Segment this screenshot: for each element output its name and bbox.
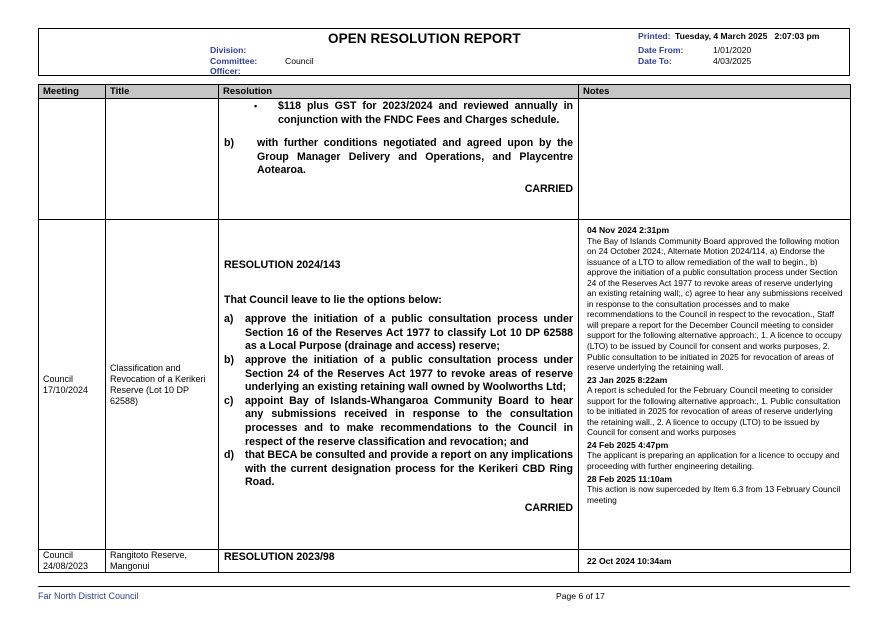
list-item: b) approve the initiation of a public consultation process under Section 24 of the Reserves Act 1977 to revoke areas of reserve underlying an existing retaining wall owned by Woolworths Ltd; — [224, 353, 573, 394]
resolution-items — [224, 313, 573, 490]
note-text: This action is now superceded by Item 6.3 from 13 February Council meeting — [587, 484, 841, 505]
footer-divider — [38, 586, 850, 587]
date-from-label: Date From: — [638, 45, 684, 55]
bullet-icon: • — [254, 101, 258, 111]
title-cell: Rangitoto Reserve, Mangonui — [106, 550, 219, 573]
column-header-title: Title — [106, 85, 219, 99]
printed-value: Tuesday, 4 March 2025 2:07:03 pm — [675, 31, 820, 41]
list-item: a) approve the initiation of a public consultation process under Section 16 of the Reserves Act 1977 to classify Lot 10 DP 62588 as a Local Purpose (drainage and access) reserve; — [224, 313, 573, 353]
carried-status: CARRIED — [524, 501, 573, 514]
date-from-value: 1/01/2020 — [713, 45, 752, 55]
note-timestamp: 22 Oct 2024 10:34am — [587, 556, 672, 566]
carried-status: CARRIED — [524, 182, 573, 195]
note-text: The applicant is preparing an application for a licence to occupy and proceeding with further engineering detailing. — [587, 450, 840, 472]
resolution-heading: RESOLUTION 2023/98 — [224, 551, 335, 563]
date-to-label: Date To: — [638, 56, 672, 66]
notes-cell — [579, 550, 851, 573]
page-number: Page 6 of 17 — [556, 591, 605, 601]
list-item: d) that BECA be consulted and provide a report on any implications with the current designation process for the Kerikeri CBD Ring Road. — [224, 449, 573, 489]
note-timestamp: 28 Feb 2025 11:10am — [587, 473, 673, 484]
resolution-cell — [219, 550, 579, 573]
note-text: The Bay of Islands Community Board approved the following motion on 24 October 2024:, Alternate Motion 2024/114, a) Endorse the issuance of a LTO to allow remediation of the wall to begin., b) approve the initiation of a public consultation process under Section 24 of the Reserves Act 1977 to revoke areas of reserve underlying an existing retaining wall;, c) agree to hear any submissions received in response to the consultation processes and to make recommendations to the Council in respect to the revocation., Staff will prepare a report for the December Council meeting to consider support for the following alternative approach:, 1. A licence to occupy (LTO) to be issued by Council for consent and works purposes, 2. Public consultation to be initiated in 2025 for revocation of areas of reserve underlying the retaining wall. — [587, 235, 843, 373]
report-header — [38, 28, 850, 76]
report-title: OPEN RESOLUTION REPORT — [328, 31, 521, 46]
table-header-row — [39, 85, 851, 99]
officer-label: Officer: — [210, 66, 241, 76]
resolution-table — [38, 84, 851, 573]
meeting-cell: Council 24/08/2023 — [39, 550, 106, 573]
column-header-notes: Notes — [579, 85, 851, 99]
list-item: b) with further conditions negotiated and agreed upon by the Group Manager Delivery and Operations, and Playcentre Aotearoa. — [224, 137, 573, 177]
column-header-resolution: Resolution — [219, 85, 579, 99]
title-cell — [106, 99, 219, 220]
notes-cell — [579, 220, 851, 550]
resolution-cell — [219, 220, 579, 550]
printed-label: Printed: — [638, 31, 671, 41]
table-row — [39, 99, 851, 220]
resolution-intro: That Council leave to lie the options below: — [224, 293, 442, 306]
note-timestamp: 04 Nov 2024 2:31pm — [587, 225, 670, 235]
list-item: • $118 plus GST for 2023/2024 and reviewed annually in conjunction with the FNDC Fees and Charges schedule. — [224, 100, 573, 127]
list-item: c) appoint Bay of Islands-Whangaroa Community Board to hear any submissions received in response to the consultation processes and to make recommendations to the Council in respect of the reserve classification and revocation; and — [224, 394, 573, 448]
footer-organisation: Far North District Council — [38, 591, 139, 601]
meeting-cell: Council 17/10/2024 — [39, 220, 106, 550]
meeting-cell — [39, 99, 106, 220]
note-text: A report is scheduled for the February Council meeting to consider support for the following alternative approach:, 1. Public consultation to be initiated in 2025 for revocation of areas of reserve underlying the retaining wall., 2. A licence to occupy (LTO) to be issued by Council for consent and works purposes — [587, 385, 841, 438]
notes-cell — [579, 99, 851, 220]
note-timestamp: 23 Jan 2025 8:22am — [587, 374, 668, 385]
committee-label: Committee: — [210, 56, 258, 66]
table-row — [39, 220, 851, 550]
table-row — [39, 550, 851, 573]
resolution-heading: RESOLUTION 2024/143 — [224, 259, 341, 271]
title-cell: Classification and Revocation of a Kerikeri Reserve (Lot 10 DP 62588) — [106, 220, 219, 550]
committee-value: Council — [285, 56, 314, 66]
column-header-meeting: Meeting — [39, 85, 106, 99]
note-timestamp: 24 Feb 2025 4:47pm — [587, 439, 669, 450]
date-to-value: 4/03/2025 — [713, 56, 752, 66]
division-label: Division: — [210, 45, 247, 55]
resolution-cell — [219, 99, 579, 220]
